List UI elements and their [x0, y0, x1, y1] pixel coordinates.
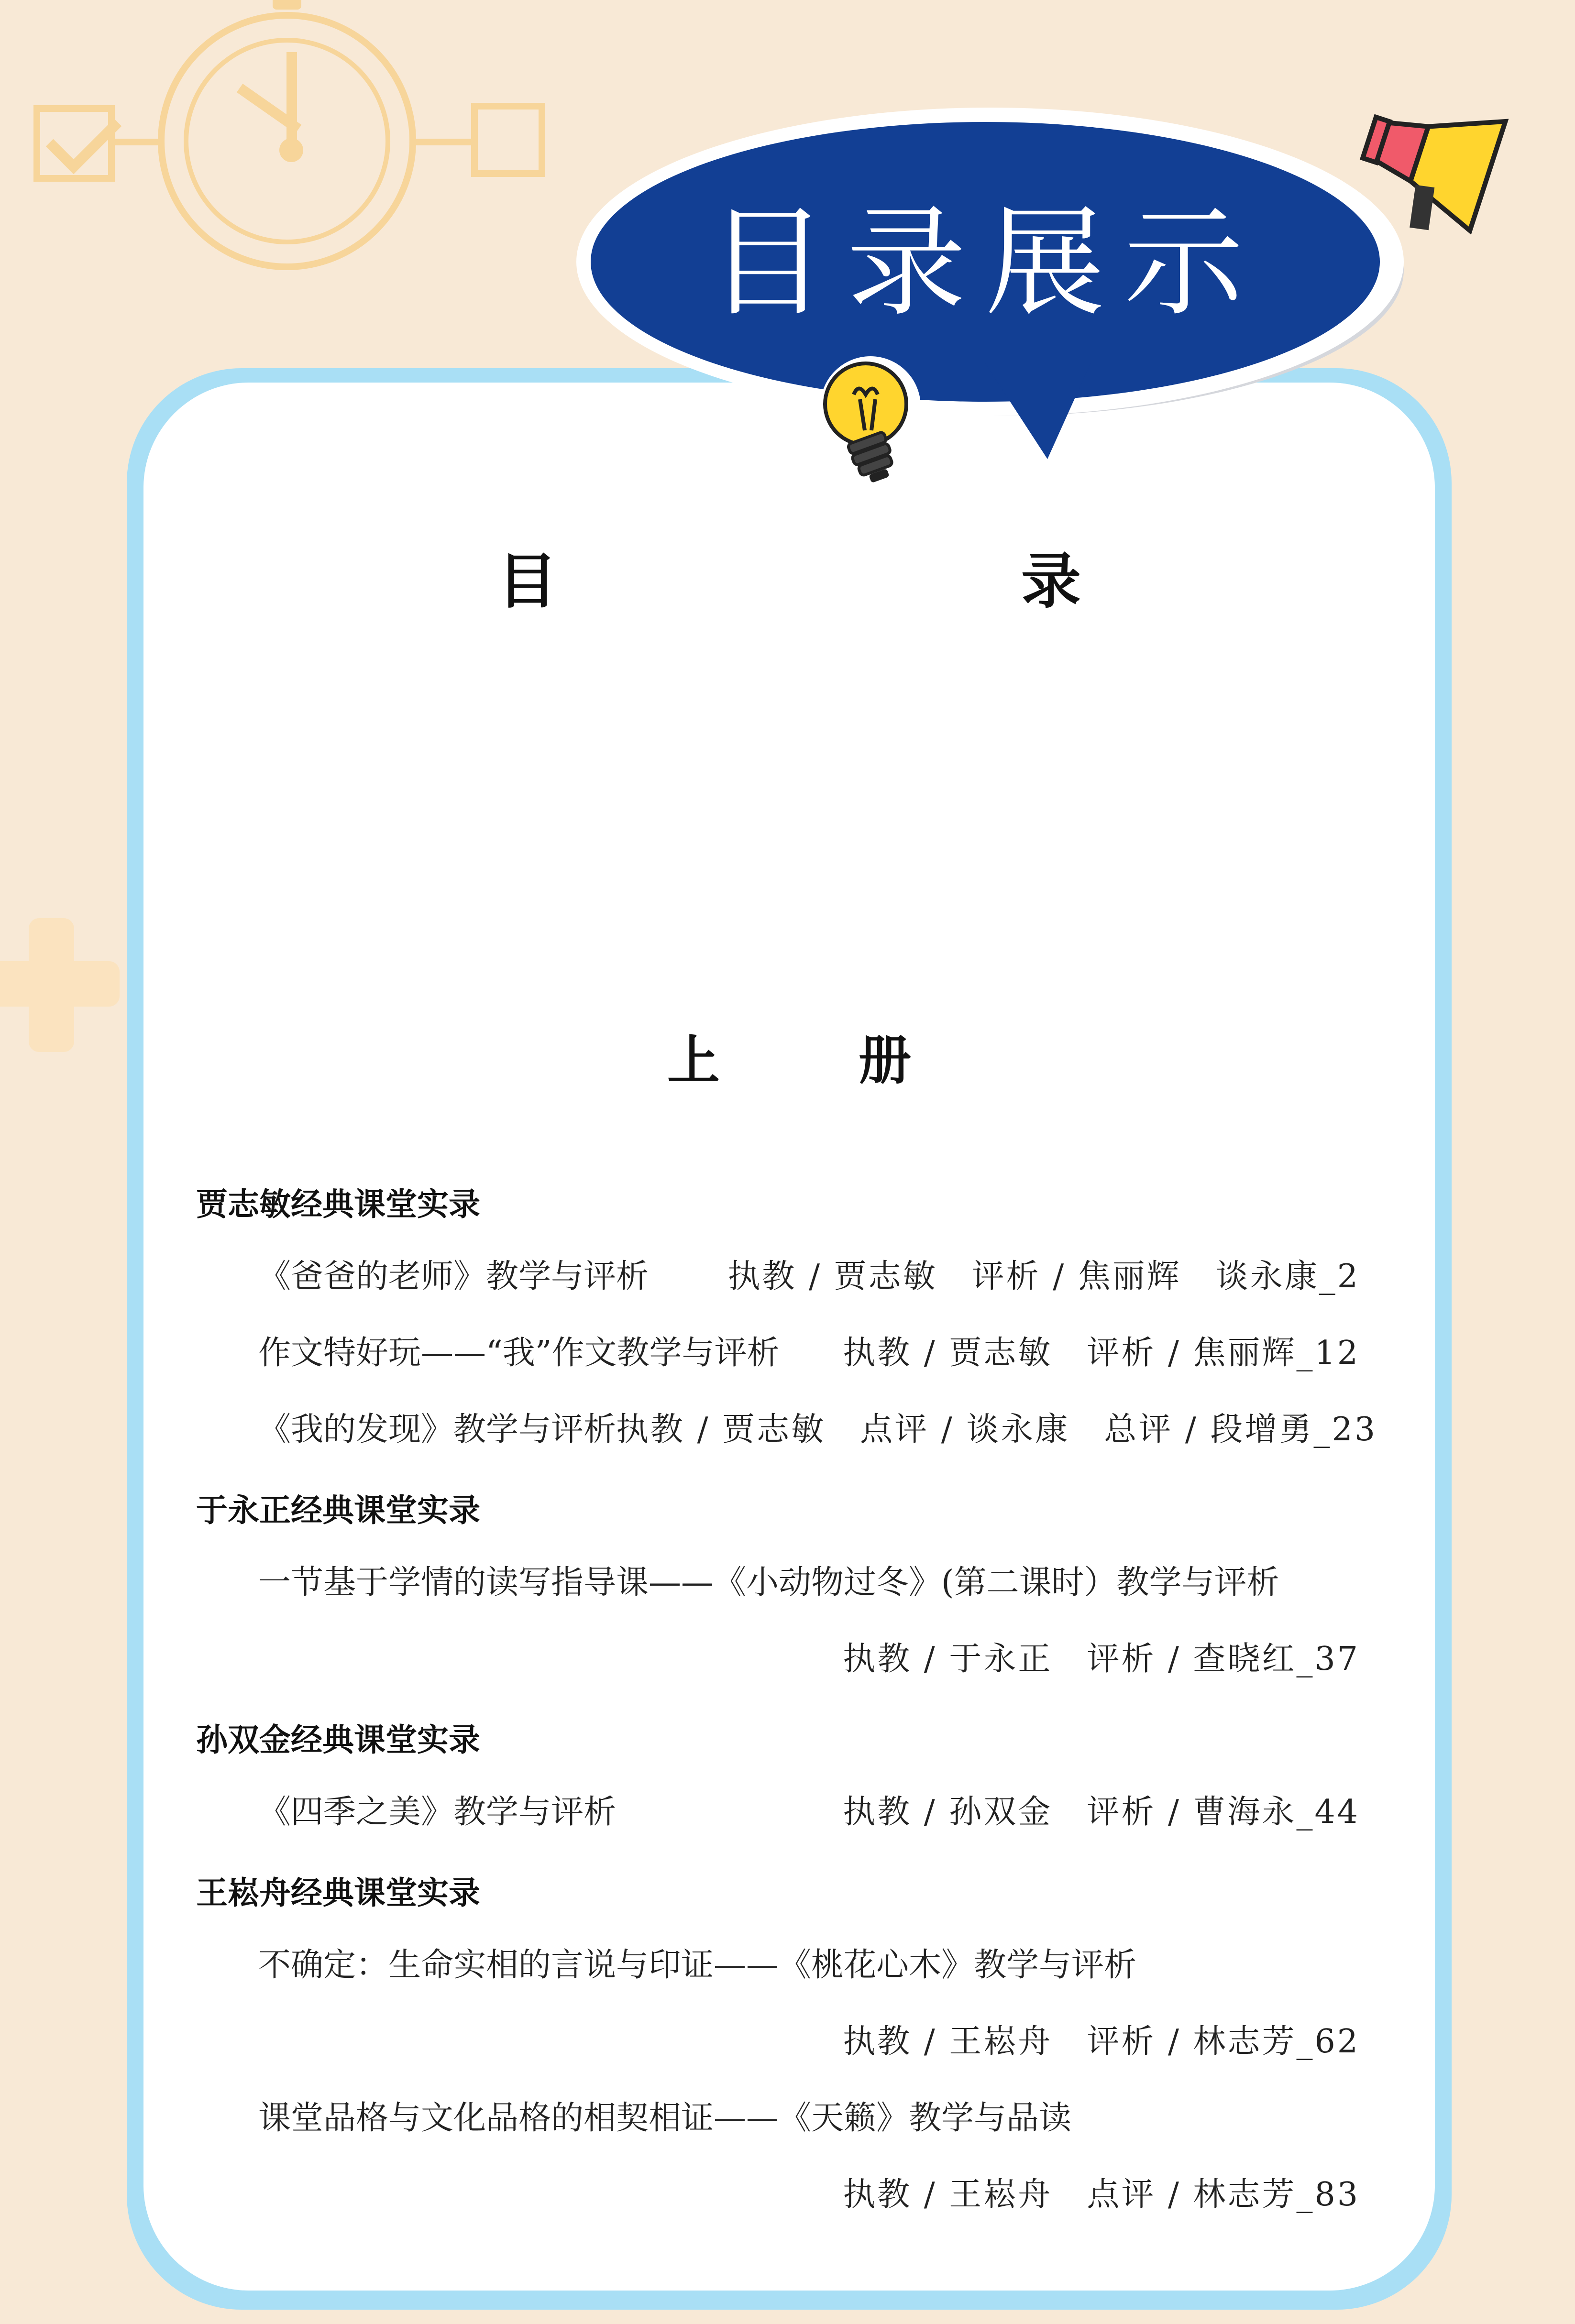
clock-icon: [158, 12, 416, 270]
entry-title: 一节基于学情的读写指导课——《小动物过冬》(第二课时）教学与评析: [258, 1564, 1279, 1601]
entry-credit: 执教 / 贾志敏 评析 / 焦丽辉_12: [843, 1334, 1360, 1372]
entry-title: 作文特好玩——“我”作文教学与评析: [258, 1334, 780, 1372]
section-heading: 于永正经典课堂实录: [196, 1492, 480, 1529]
section-heading: 王崧舟经典课堂实录: [196, 1875, 480, 1911]
toc-entry: [258, 1408, 1377, 1451]
volume-title: 上 册: [667, 1030, 954, 1091]
entry-credit: 执教 / 王崧舟 评析 / 林志芳_62: [843, 2023, 1360, 2061]
entry-credit: 执教 / 贾志敏 点评 / 谈永康 总评 / 段增勇_23: [616, 1411, 1377, 1448]
plus-icon-bar: [0, 961, 120, 1007]
toc-entry: [258, 1791, 1360, 1834]
section-heading: 孙双金经典课堂实录: [196, 1721, 480, 1758]
lightbulb-icon: [808, 349, 933, 502]
square-icon: [471, 103, 545, 177]
entry-title: 《爸爸的老师》教学与评析: [258, 1258, 649, 1295]
bubble-tail: [985, 363, 1090, 459]
entry-credit: 执教 / 王崧舟 点评 / 林志芳_83: [843, 2176, 1360, 2214]
entry-title: 课堂品格与文化品格的相契相证——《天籁》教学与品读: [258, 2099, 1072, 2137]
section-heading: 贾志敏经典课堂实录: [196, 1186, 480, 1223]
entry-title: 《我的发现》教学与评析: [258, 1411, 617, 1448]
megaphone-icon: [1344, 86, 1516, 249]
entry-credit: 执教 / 孙双金 评析 / 曹海永_44: [843, 1793, 1360, 1831]
clock-top-decoration: [273, 0, 301, 10]
entry-title: 《四季之美》教学与评析: [258, 1793, 617, 1831]
decor-line-right: [411, 139, 471, 145]
entry-credit: 执教 / 于永正 评析 / 查晓红_37: [843, 1640, 1360, 1678]
banner-title: 目录展示: [708, 193, 1263, 332]
toc-entry: [258, 1255, 1360, 1298]
checkbox-icon: [33, 105, 115, 182]
entry-credit: 执教 / 贾志敏 评析 / 焦丽辉 谈永康_2: [727, 1258, 1360, 1295]
doc-title: 目 录: [497, 547, 1196, 616]
entry-title: 不确定：生命实相的言说与印证——《桃花心木》教学与评析: [258, 1946, 1137, 1984]
toc-entry: [258, 1332, 1360, 1375]
decor-line-left: [110, 139, 163, 145]
